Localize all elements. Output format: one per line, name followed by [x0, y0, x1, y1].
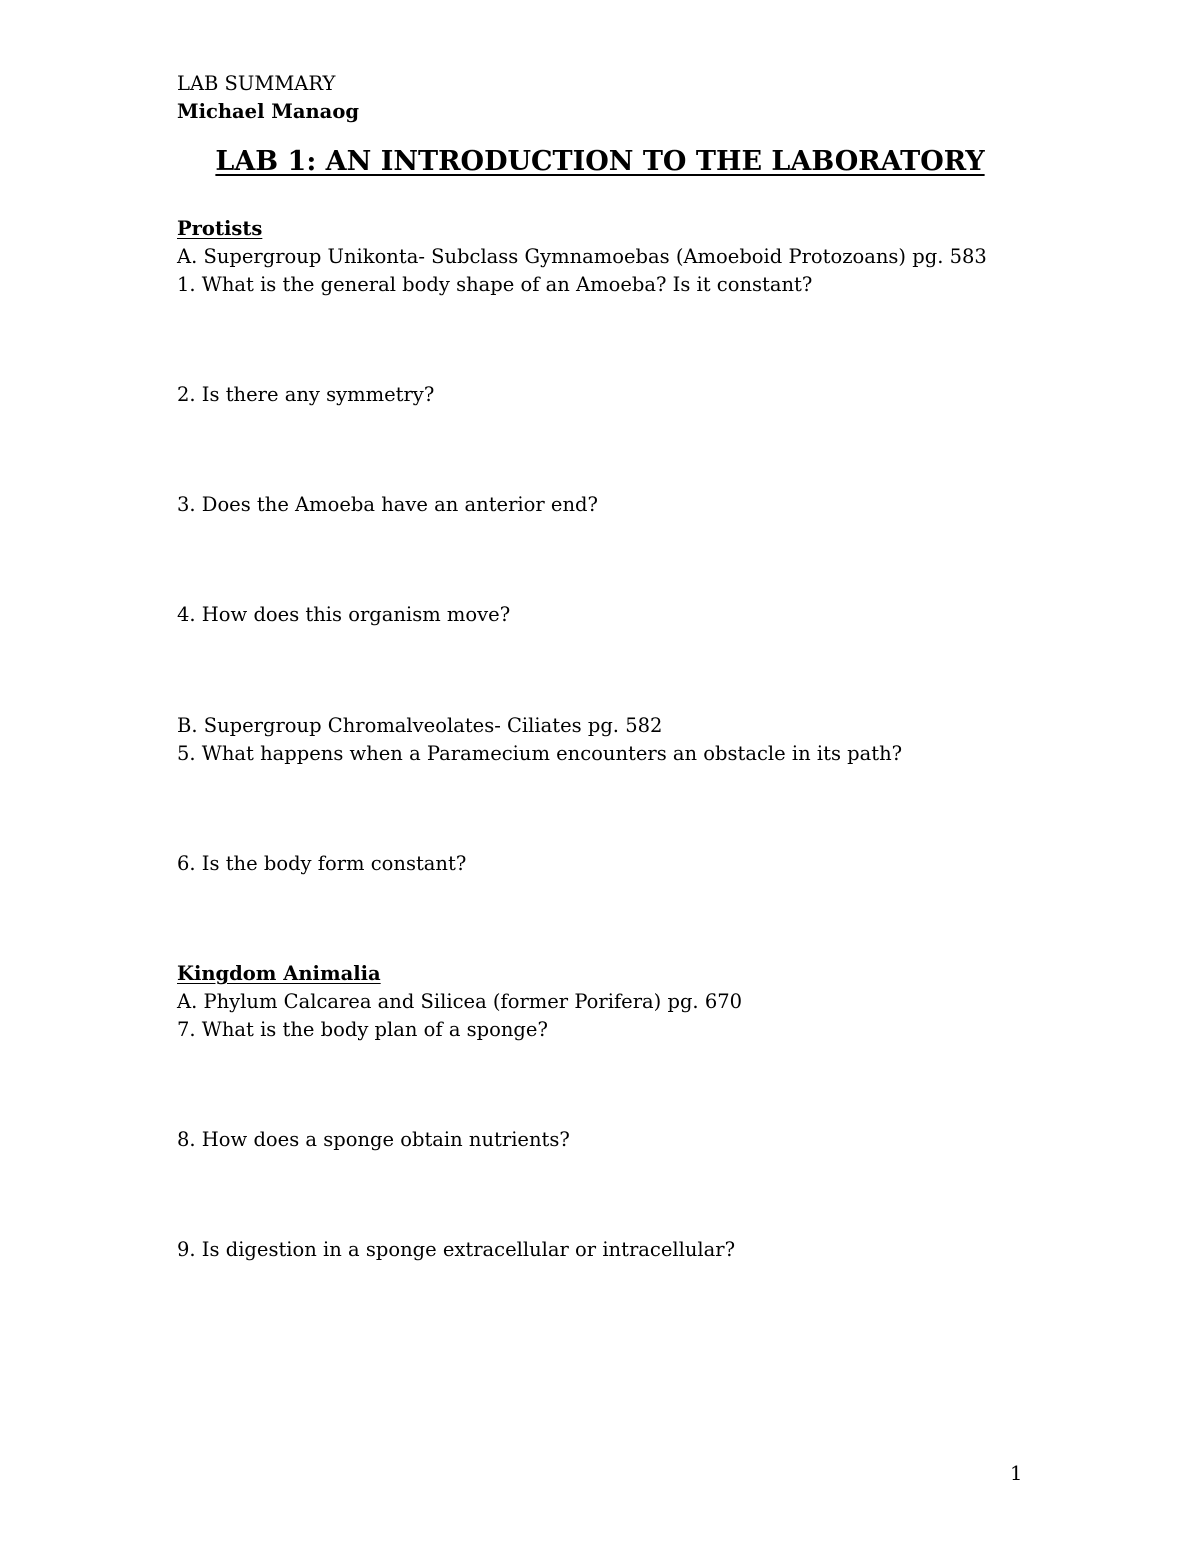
page-number: 1 — [1010, 1462, 1023, 1485]
question-9: 9. Is digestion in a sponge extracellular or intracellular? — [177, 1238, 736, 1261]
question-6: 6. Is the body form constant? — [177, 852, 467, 875]
header-author-name: Michael Manaog — [177, 100, 359, 123]
question-5: 5. What happens when a Paramecium encounters an obstacle in its path? — [177, 742, 903, 765]
subheading-chromalveolates: B. Supergroup Chromalveolates- Ciliates pg. 582 — [177, 714, 663, 737]
question-8: 8. How does a sponge obtain nutrients? — [177, 1128, 570, 1151]
question-1: 1. What is the general body shape of an Amoeba? Is it constant? — [177, 273, 813, 296]
section-heading-kingdom-animalia: Kingdom Animalia — [177, 962, 381, 985]
question-4: 4. How does this organism move? — [177, 603, 511, 626]
question-7: 7. What is the body plan of a sponge? — [177, 1018, 548, 1041]
question-3: 3. Does the Amoeba have an anterior end? — [177, 493, 598, 516]
question-2: 2. Is there any symmetry? — [177, 383, 435, 406]
subheading-calcarea-silicea: A. Phylum Calcarea and Silicea (former Porifera) pg. 670 — [177, 990, 743, 1013]
page-title: LAB 1: AN INTRODUCTION TO THE LABORATORY — [215, 146, 985, 177]
subheading-unikonta: A. Supergroup Unikonta- Subclass Gymnamoebas (Amoeboid Protozoans) pg. 583 — [177, 245, 987, 268]
section-heading-protists: Protists — [177, 217, 263, 240]
header-lab-summary: LAB SUMMARY — [177, 72, 336, 95]
